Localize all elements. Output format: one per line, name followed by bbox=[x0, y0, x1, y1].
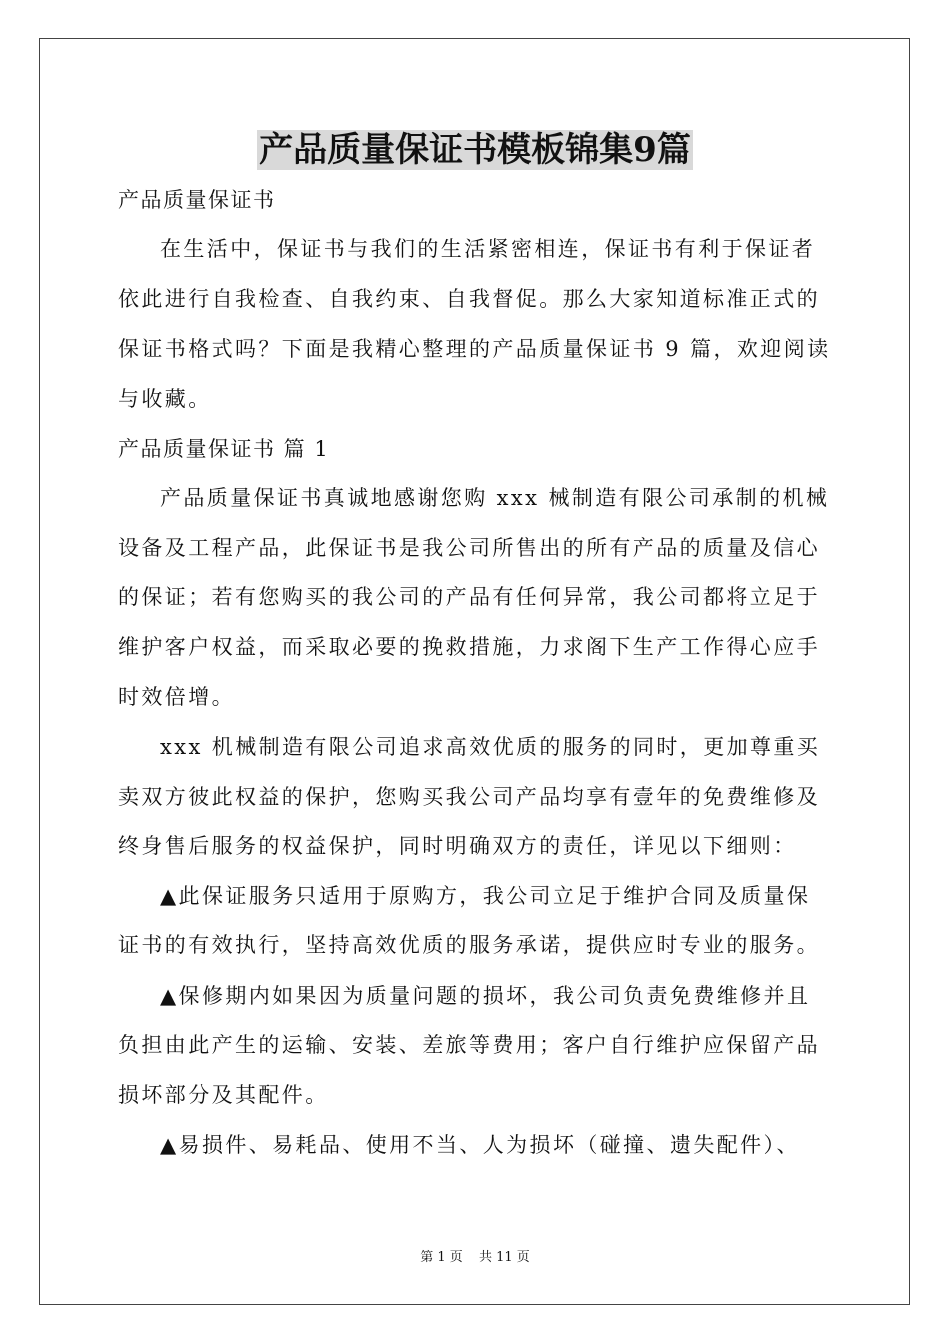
paragraph-line: 维护客户权益，而采取必要的挽救措施，力求阁下生产工作得心应手 bbox=[118, 635, 820, 659]
paragraph-line: 证书的有效执行，坚持高效优质的服务承诺，提供应时专业的服务。 bbox=[118, 933, 820, 957]
paragraph-line: 依此进行自我检查、自我约束、自我督促。那么大家知道标准正式的 bbox=[118, 287, 820, 311]
paragraph-line: 在生活中，保证书与我们的生活紧密相连，保证书有利于保证者 bbox=[160, 237, 816, 261]
paragraph-line: 与收藏。 bbox=[118, 387, 212, 411]
bullet-line: ▲易损件、易耗品、使用不当、人为损坏（碰撞、遗失配件）、 bbox=[160, 1133, 800, 1157]
paragraph-line: 产品质量保证书真诚地感谢您购 xxx 械制造有限公司承制的机械 bbox=[160, 486, 830, 510]
paragraph-line: 保证书格式吗？下面是我精心整理的产品质量保证书 9 篇，欢迎阅读 bbox=[118, 337, 831, 361]
page-footer bbox=[0, 1249, 950, 1267]
bullet-line: ▲保修期内如果因为质量问题的损坏，我公司负责免费维修并且 bbox=[160, 984, 811, 1008]
section-heading: 产品质量保证书 bbox=[118, 188, 276, 212]
page-total: 共 11 页 bbox=[478, 1250, 530, 1265]
paragraph-line: 时效倍增。 bbox=[118, 685, 235, 709]
page-number: 第 1 页 bbox=[420, 1250, 463, 1265]
paragraph-line: 损坏部分及其配件。 bbox=[118, 1083, 329, 1107]
paragraph-line: 设备及工程产品，此保证书是我公司所售出的所有产品的质量及信心 bbox=[118, 536, 820, 560]
paragraph-line: 的保证；若有您购买的我公司的产品有任何异常，我公司都将立足于 bbox=[118, 585, 820, 609]
document-title: 产品质量保证书模板锦集9篇 bbox=[259, 130, 691, 170]
paragraph-line: 卖双方彼此权益的保护，您购买我公司产品均享有壹年的免费维修及 bbox=[118, 785, 820, 809]
page-border bbox=[39, 38, 910, 1305]
section-heading: 产品质量保证书 篇 1 bbox=[118, 437, 330, 461]
bullet-line: ▲此保证服务只适用于原购方，我公司立足于维护合同及质量保 bbox=[160, 884, 811, 908]
paragraph-line: 负担由此产生的运输、安装、差旅等费用；客户自行维护应保留产品 bbox=[118, 1033, 820, 1057]
paragraph-line: xxx 机械制造有限公司追求高效优质的服务的同时，更加尊重买 bbox=[160, 735, 821, 759]
paragraph-line: 终身售后服务的权益保护，同时明确双方的责任，详见以下细则： bbox=[118, 834, 797, 858]
